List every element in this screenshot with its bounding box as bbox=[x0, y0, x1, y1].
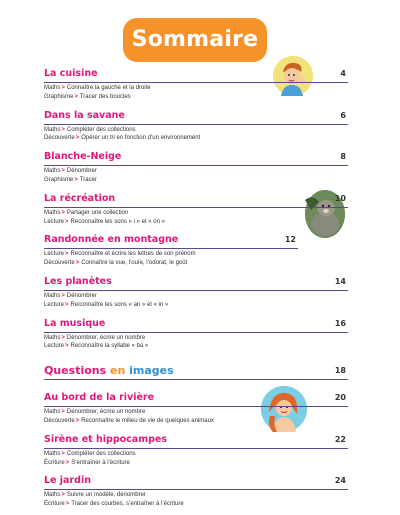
toc-entry[interactable] bbox=[44, 432, 348, 468]
questions-en-images-entry[interactable] bbox=[44, 361, 348, 380]
entry-detail: Maths> Partager une collection bbox=[44, 209, 129, 216]
entry-detail: Maths> Dénombrer, écrire un nombre bbox=[44, 334, 146, 341]
entry-page: 20 bbox=[334, 393, 346, 403]
entry-title: La musique bbox=[44, 317, 106, 329]
entry-page: 12 bbox=[284, 235, 296, 245]
toc-entry[interactable] bbox=[44, 390, 348, 426]
entry-detail: Écriture> S’entraîner à l’écriture bbox=[44, 459, 130, 466]
entry-detail: Maths> Dénombrer bbox=[44, 292, 97, 299]
toc-entry[interactable] bbox=[44, 108, 348, 144]
toc-entry[interactable] bbox=[44, 473, 348, 509]
entry-detail: Graphisme> Tracer des boucles bbox=[44, 93, 131, 100]
entry-page: 14 bbox=[334, 276, 346, 286]
entry-page: 4 bbox=[340, 69, 346, 78]
toc-entry[interactable] bbox=[44, 66, 348, 102]
toc-entry[interactable] bbox=[44, 316, 348, 352]
entry-detail: Graphisme> Tracer bbox=[44, 176, 97, 183]
toc-entry[interactable] bbox=[44, 274, 348, 310]
entry-detail: Maths> Dénombrer bbox=[44, 168, 97, 175]
entry-title: Au bord de la rivière bbox=[44, 392, 155, 404]
entry-detail: Lecture> Reconnaître et écrire les lettres de son prénom bbox=[44, 251, 196, 258]
entry-detail: Maths> Compléter des collections bbox=[44, 450, 136, 457]
entry-detail: Maths> Compléter des collections bbox=[44, 126, 136, 133]
entry-page: 10 bbox=[334, 193, 346, 203]
entry-detail: Maths> Connaître la gauche et la droite bbox=[44, 85, 151, 91]
toc-entry[interactable] bbox=[44, 149, 348, 185]
entry-title: Blanche-Neige bbox=[44, 151, 122, 163]
entry-page: 22 bbox=[334, 434, 346, 444]
entry-page: 18 bbox=[334, 366, 346, 376]
entry-title: Questions en images bbox=[44, 364, 174, 378]
title-banner bbox=[0, 18, 400, 66]
entry-title: La récréation bbox=[44, 192, 116, 204]
entry-title: Randonnée en montagne bbox=[44, 234, 179, 246]
entry-detail: Découverte> Connaître la vue, l’ouïe, l’odorat, le goût bbox=[44, 260, 188, 267]
toc-entry[interactable] bbox=[44, 232, 348, 268]
entry-page: 6 bbox=[340, 110, 346, 120]
entry-page: 24 bbox=[334, 476, 346, 486]
entry-page: 16 bbox=[334, 318, 346, 328]
entry-page: 8 bbox=[340, 152, 346, 162]
entry-detail: Écriture> Tracer des courbes, s’entraîner à l’écriture bbox=[44, 501, 184, 508]
entry-detail: Maths> Dénombrer, écrire un nombre bbox=[44, 409, 146, 416]
toc-entry[interactable] bbox=[44, 191, 348, 227]
page-title: Sommaire bbox=[123, 18, 267, 62]
entry-detail: Découverte> Reconnaître le milieu de vie de quelques animaux bbox=[44, 417, 214, 424]
entry-detail: Découverte> Opérer un tri en fonction d’un environnement bbox=[44, 135, 201, 142]
entry-title: Les planètes bbox=[44, 275, 112, 287]
entry-detail: Maths> Suivre un modèle, dénombrer bbox=[44, 492, 146, 499]
entry-detail: Lecture> Reconnaître les sons « an » et « in » bbox=[44, 301, 169, 308]
entry-title: Le jardin bbox=[44, 475, 91, 487]
table-of-contents bbox=[44, 66, 348, 515]
entry-title: Sirène et hippocampes bbox=[44, 433, 168, 445]
entry-detail: Lecture> Reconnaître les sons « i » et « on » bbox=[44, 218, 165, 225]
entry-title: La cuisine bbox=[44, 68, 98, 79]
entry-title: Dans la savane bbox=[44, 109, 125, 121]
entry-detail: Lecture> Reconnaître la syllabe « ba » bbox=[44, 343, 149, 350]
